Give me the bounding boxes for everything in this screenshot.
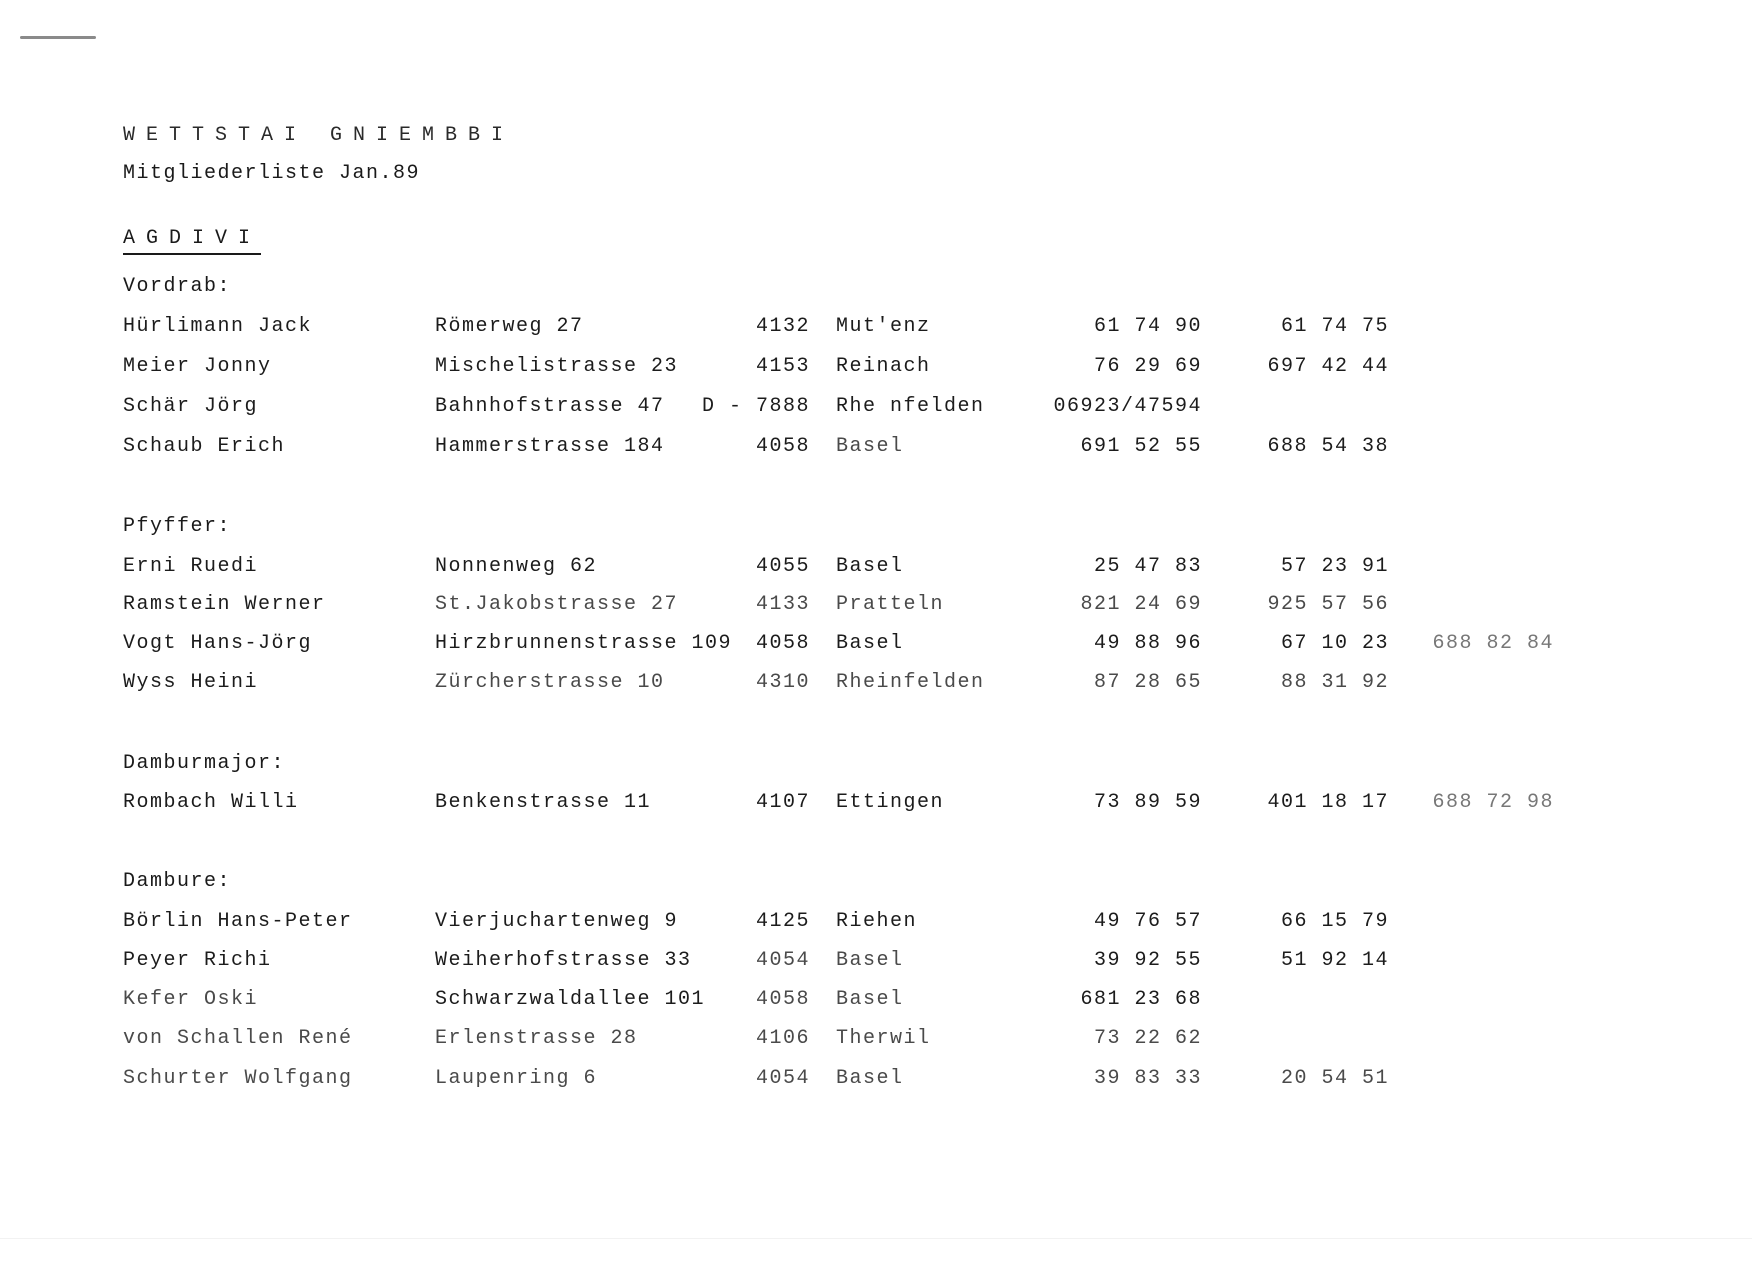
member-row xyxy=(0,949,1752,979)
member-zip: 4125 xyxy=(755,910,810,933)
member-name: Schurter Wolfgang xyxy=(123,1067,353,1090)
member-city: Rheinfelden xyxy=(836,671,985,694)
member-zip: 4058 xyxy=(755,435,810,458)
member-street: Benkenstrasse 11 xyxy=(435,791,652,814)
member-name: Erni Ruedi xyxy=(123,555,259,578)
member-name: Kefer Oski xyxy=(123,988,259,1011)
group-label-dambure: Dambure: xyxy=(123,870,232,893)
member-phone-2: 20 54 51 xyxy=(1280,1067,1389,1090)
member-city: Reinach xyxy=(836,355,931,378)
member-zip: 4058 xyxy=(755,632,810,655)
member-zip: 4106 xyxy=(755,1027,810,1050)
member-phone-2: 88 31 92 xyxy=(1280,671,1389,694)
member-city: Riehen xyxy=(836,910,918,933)
member-name: Hürlimann Jack xyxy=(123,315,313,338)
member-city: Basel xyxy=(836,435,904,458)
member-row xyxy=(0,315,1752,345)
group-label-vordrab: Vordrab: xyxy=(123,275,232,298)
member-street: Weiherhofstrasse 33 xyxy=(435,949,692,972)
member-row xyxy=(0,555,1752,585)
member-street: St.Jakobstrasse 27 xyxy=(435,593,679,616)
member-street: Zürcherstrasse 10 xyxy=(435,671,665,694)
member-street: Vierjuchartenweg 9 xyxy=(435,910,679,933)
member-city: Rhe nfelden xyxy=(836,395,985,418)
group-label-damburmajor: Damburmajor: xyxy=(123,752,286,775)
member-phone-1: 76 29 69 xyxy=(1093,355,1202,378)
member-city: Mut'enz xyxy=(836,315,931,338)
member-phone-2: 57 23 91 xyxy=(1280,555,1389,578)
member-phone-1: 49 88 96 xyxy=(1093,632,1202,655)
member-row xyxy=(0,1067,1752,1097)
member-phone-2: 925 57 56 xyxy=(1267,593,1389,616)
member-row xyxy=(0,355,1752,385)
group-label-pfyffer: Pfyffer: xyxy=(123,515,232,538)
member-street: Bahnhofstrasse 47 xyxy=(435,395,665,418)
member-city: Therwil xyxy=(836,1027,931,1050)
member-phone-3: 688 82 84 xyxy=(1432,632,1554,655)
member-phone-1: 73 22 62 xyxy=(1093,1027,1202,1050)
member-name: Wyss Heini xyxy=(123,671,259,694)
scan-edge xyxy=(0,1238,1752,1239)
member-phone-1: 06923/47594 xyxy=(1053,395,1202,418)
member-zip: D - 7888 xyxy=(701,395,810,418)
member-street: Römerweg 27 xyxy=(435,315,584,338)
member-name: Peyer Richi xyxy=(123,949,272,972)
member-zip: 4055 xyxy=(755,555,810,578)
member-name: Rombach Willi xyxy=(123,791,299,814)
member-phone-1: 87 28 65 xyxy=(1093,671,1202,694)
member-city: Basel xyxy=(836,949,904,972)
member-name: Schär Jörg xyxy=(123,395,259,418)
member-row xyxy=(0,395,1752,425)
section-heading: AGDIVI xyxy=(123,227,261,255)
member-phone-1: 25 47 83 xyxy=(1093,555,1202,578)
member-phone-1: 39 92 55 xyxy=(1093,949,1202,972)
member-name: von Schallen René xyxy=(123,1027,353,1050)
member-street: Hammerstrasse 184 xyxy=(435,435,665,458)
member-city: Ettingen xyxy=(836,791,945,814)
member-street: Erlenstrasse 28 xyxy=(435,1027,638,1050)
member-row xyxy=(0,671,1752,701)
member-phone-3: 688 72 98 xyxy=(1432,791,1554,814)
member-zip: 4058 xyxy=(755,988,810,1011)
member-street: Schwarzwaldallee 101 xyxy=(435,988,706,1011)
member-zip: 4133 xyxy=(755,593,810,616)
member-street: Nonnenweg 62 xyxy=(435,555,598,578)
member-name: Meier Jonny xyxy=(123,355,272,378)
member-street: Hirzbrunnenstrasse 109 xyxy=(435,632,733,655)
member-phone-1: 691 52 55 xyxy=(1080,435,1202,458)
member-phone-2: 61 74 75 xyxy=(1280,315,1389,338)
member-phone-2: 67 10 23 xyxy=(1280,632,1389,655)
member-zip: 4132 xyxy=(755,315,810,338)
member-city: Basel xyxy=(836,1067,904,1090)
list-subtitle: Mitgliederliste Jan.89 xyxy=(123,162,421,185)
member-phone-2: 66 15 79 xyxy=(1280,910,1389,933)
member-row xyxy=(0,910,1752,940)
member-row xyxy=(0,593,1752,623)
member-name: Börlin Hans-Peter xyxy=(123,910,353,933)
member-name: Ramstein Werner xyxy=(123,593,326,616)
member-city: Basel xyxy=(836,555,904,578)
member-street: Mischelistrasse 23 xyxy=(435,355,679,378)
member-name: Vogt Hans-Jörg xyxy=(123,632,313,655)
member-zip: 4054 xyxy=(755,949,810,972)
member-city: Pratteln xyxy=(836,593,945,616)
member-street: Laupenring 6 xyxy=(435,1067,598,1090)
member-phone-2: 401 18 17 xyxy=(1267,791,1389,814)
member-zip: 4107 xyxy=(755,791,810,814)
member-phone-1: 821 24 69 xyxy=(1080,593,1202,616)
member-phone-2: 697 42 44 xyxy=(1267,355,1389,378)
member-zip: 4054 xyxy=(755,1067,810,1090)
member-phone-1: 39 83 33 xyxy=(1093,1067,1202,1090)
member-city: Basel xyxy=(836,632,904,655)
member-row xyxy=(0,791,1752,821)
member-row xyxy=(0,435,1752,465)
member-zip: 4310 xyxy=(755,671,810,694)
member-city: Basel xyxy=(836,988,904,1011)
club-title: WETTSTAI GNIEMBBI xyxy=(123,124,515,147)
member-phone-2: 688 54 38 xyxy=(1267,435,1389,458)
member-zip: 4153 xyxy=(755,355,810,378)
member-phone-1: 49 76 57 xyxy=(1093,910,1202,933)
member-row xyxy=(0,1027,1752,1057)
member-phone-1: 73 89 59 xyxy=(1093,791,1202,814)
member-row xyxy=(0,988,1752,1018)
member-row xyxy=(0,632,1752,662)
member-phone-2: 51 92 14 xyxy=(1280,949,1389,972)
member-name: Schaub Erich xyxy=(123,435,286,458)
member-phone-1: 61 74 90 xyxy=(1093,315,1202,338)
member-phone-1: 681 23 68 xyxy=(1080,988,1202,1011)
staple-mark xyxy=(20,36,96,39)
